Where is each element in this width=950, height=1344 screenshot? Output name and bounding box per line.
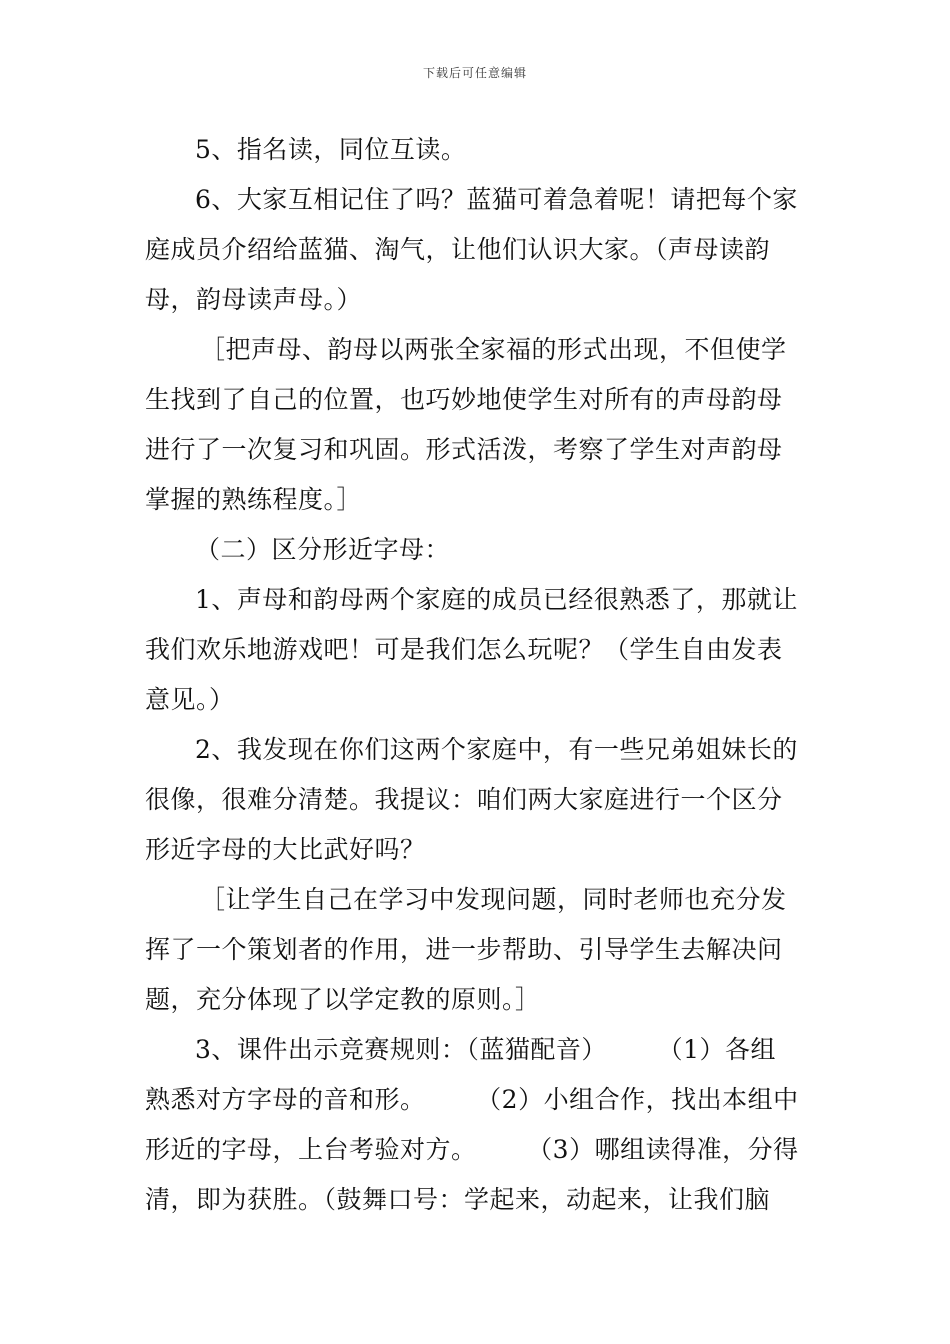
text-line: 1、声母和韵母两个家庭的成员已经很熟悉了，那就让 — [195, 585, 798, 614]
text-line: 题，充分体现了以学定教的原则。］ — [145, 985, 541, 1014]
text-line: ［把声母、韵母以两张全家福的形式出现，不但使学 — [200, 335, 787, 364]
text-line: 熟悉对方字母的音和形。 （2）小组合作，找出本组中 — [145, 1085, 799, 1114]
text-line: 形近的字母，上台考验对方。 （3）哪组读得准，分得 — [145, 1135, 799, 1164]
page-header: 下载后可任意编辑 — [422, 66, 527, 80]
text-line: 掌握的熟练程度。］ — [145, 485, 363, 514]
text-line: 形近字母的大比武好吗？ — [145, 835, 426, 864]
text-line: 挥了一个策划者的作用，进一步帮助、引导学生去解决问 — [145, 935, 783, 964]
text-line: 进行了一次复习和巩固。形式活泼，考察了学生对声韵母 — [145, 435, 783, 464]
text-line: 很像，很难分清楚。我提议：咱们两大家庭进行一个区分 — [145, 785, 783, 814]
text-line: 2、我发现在你们这两个家庭中，有一些兄弟姐妹长的 — [195, 735, 798, 764]
text-line: 5、指名读，同位互读。 — [195, 135, 467, 164]
text-line: ［让学生自己在学习中发现问题，同时老师也充分发 — [200, 885, 787, 914]
text-line: 母，韵母读声母。） — [145, 285, 363, 314]
text-line: 生找到了自己的位置，也巧妙地使学生对所有的声母韵母 — [145, 385, 783, 414]
text-line: 庭成员介绍给蓝猫、淘气，让他们认识大家。（声母读韵 — [145, 235, 771, 264]
text-line: 清，即为获胜。（鼓舞口号：学起来，动起来，让我们脑 — [145, 1185, 771, 1214]
text-line: 我们欢乐地游戏吧！可是我们怎么玩呢？（学生自由发表 — [145, 635, 783, 664]
text-line: 6、大家互相记住了吗？蓝猫可着急着呢！请把每个家 — [195, 185, 798, 214]
text-line: 意见。） — [145, 685, 235, 714]
text-line: 3、课件出示竞赛规则：（蓝猫配音） （1）各组 — [195, 1035, 776, 1064]
section-heading: （二）区分形近字母： — [195, 535, 451, 564]
